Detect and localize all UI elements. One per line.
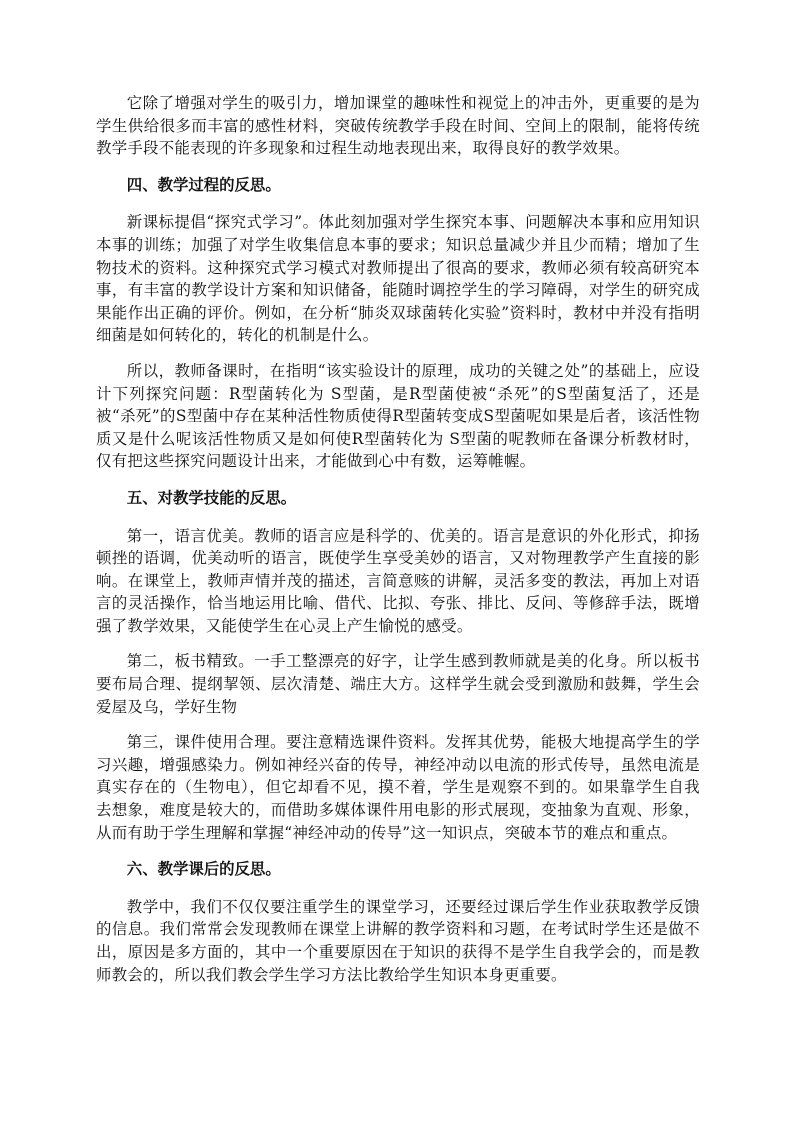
paragraph-lesson-preparation: 所以，教师备课时，在指明“该实验设计的原理，成功的关键之处”的基础上，应设计下列探究问题：R型菌转化为 S型菌，是R型菌使被“杀死”的S型菌复活了，还是被“杀死”的S型菌中存在某种活性物质使得R型菌转变成S型菌呢如果是后者，该活性物质又是什么呢该活性物质又是如何使R型菌转化为 S型菌的呢教师在备课分析教材时，仅有把这些探究问题设计出来，才能做到心中有数，运筹帷幄。 xyxy=(96,361,700,471)
paragraph-language: 第一，语言优美。教师的语言应是科学的、优美的。语言是意识的外化形式，抑扬顿挫的语调，优美动听的语言，既使学生享受美妙的语言，又对物理教学产生直接的影响。在课堂上，教师声情并茂的描述，言简意赅的讲解，灵活多变的教法，再加上对语言的灵活操作，恰当地运用比喻、借代、比拟、夸张、排比、反问、等修辞手法，既增强了教学效果，又能使学生在心灵上产生愉悦的感受。 xyxy=(96,526,700,635)
paragraph-after-class: 教学中，我们不仅仅要注重学生的课堂学习，还要经过课后学生作业获取教学反馈的信息。我们常常会发现教师在课堂上讲解的教学资料和习题，在考试时学生还是做不出，原因是多方面的，其中一个重要原因在于知识的获得不是学生自我学会的，而是教师教会的，所以我们教会学生学习方法比教给学生知识本身更重要。 xyxy=(96,897,700,984)
section-heading-teaching-process: 四、教学过程的反思。 xyxy=(126,175,281,194)
paragraph-blackboard-writing: 第二，板书精致。一手工整漂亮的好字，让学生感到教师就是美的化身。所以板书要布局合理、提纲挈领、层次清楚、端庄大方。这样学生就会受到激励和鼓舞，学生会爱屋及乌，学好生物 xyxy=(96,652,700,716)
section-heading-teaching-skills: 五、对教学技能的反思。 xyxy=(126,488,297,507)
document-body xyxy=(96,92,700,999)
paragraph-courseware: 第三，课件使用合理。要注意精选课件资料。发挥其优势，能极大地提高学生的学习兴趣，增强感染力。例如神经兴奋的传导，神经冲动以电流的形式传导，虽然电流是真实存在的（生物电），但它却看不见，摸不着，学生是观察不到的。如果靠学生自我去想象，难度是较大的，而借助多媒体课件用电影的形式展现，变抽象为直观、形象，从而有助于学生理解和掌握“神经冲动的传导”这一知识点，突破本节的难点和重点。 xyxy=(96,733,700,842)
intro-paragraph: 它除了增强对学生的吸引力，增加课堂的趣味性和视觉上的冲击外，更重要的是为学生供给很多而丰富的感性材料，突破传统教学手段在时间、空间上的限制，能将传统教学手段不能表现的许多现象和过程生动地表现出来，取得良好的教学效果。 xyxy=(96,94,700,158)
paragraph-inquiry-learning: 新课标提倡“探究式学习”。体此刻加强对学生探究本事、问题解决本事和应用知识本事的训练；加强了对学生收集信息本事的要求；知识总量减少并且少而精；增加了生物技术的资料。这种探究式学习模式对教师提出了很高的要求，教师必须有较高研究本事，有丰富的教学设计方案和知识储备，能随时调控学生的学习障碍，对学生的研究成果能作出正确的评价。例如，在分析“肺炎双球菌转化实验”资料时，教材中并没有指明细菌是如何转化的，转化的机制是什么。 xyxy=(96,213,700,345)
section-heading-after-class: 六、教学课后的反思。 xyxy=(126,860,281,879)
